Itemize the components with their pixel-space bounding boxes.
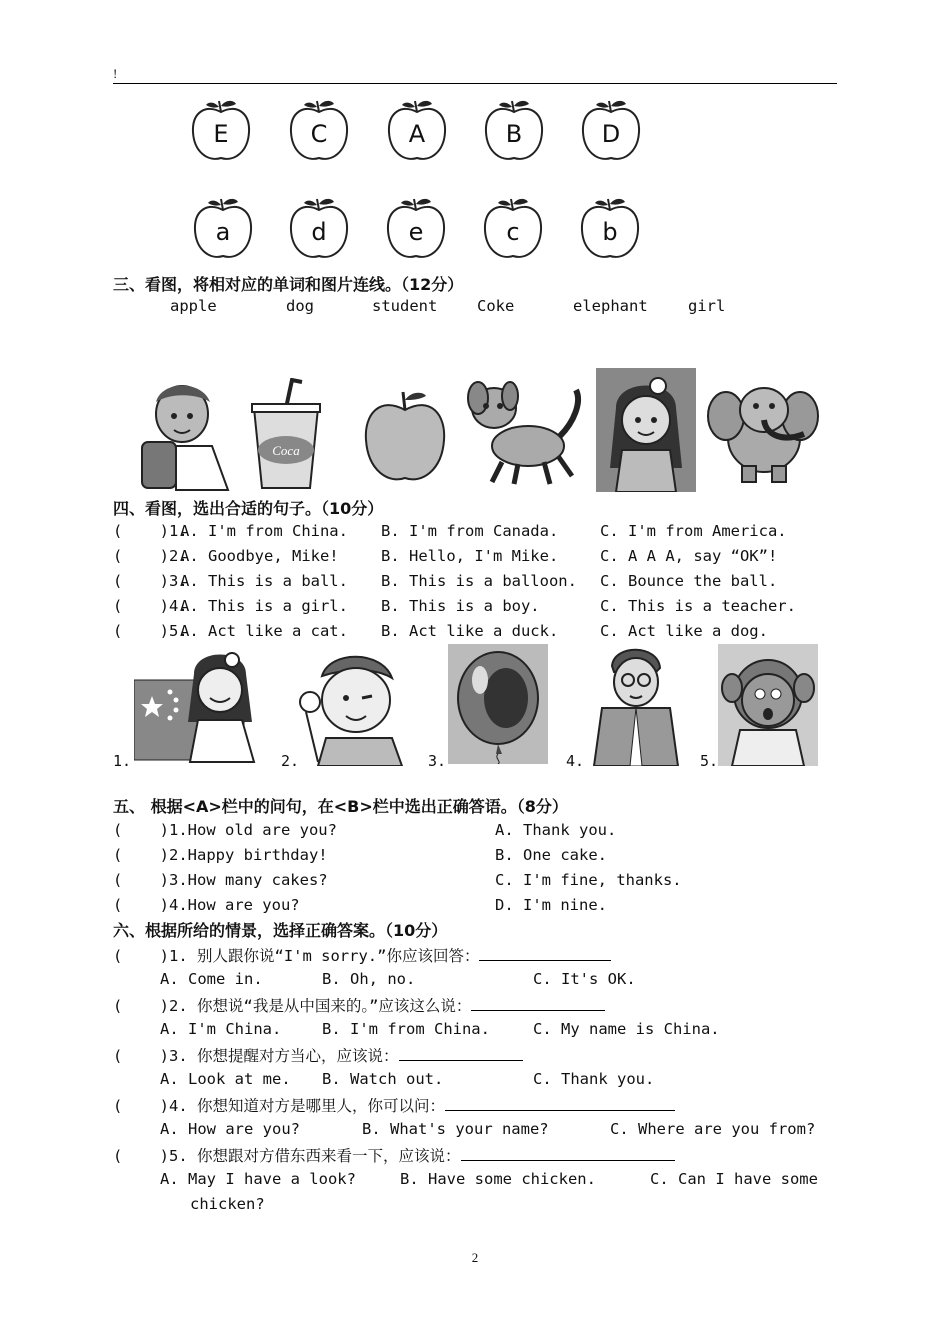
picture-number: 5.	[700, 752, 719, 770]
section5-title: 五、 根据<A>栏中的问句，在<B>栏中选出正确答语。（8分）	[113, 797, 568, 816]
word-item: elephant	[573, 297, 648, 315]
header-rule	[113, 83, 837, 84]
s6-question-2	[113, 994, 605, 1016]
s4-option-c: C. Bounce the ball.	[600, 572, 778, 590]
word-item: apple	[170, 297, 217, 315]
apple-letter	[384, 98, 450, 164]
s6-q4-option-b: B. What's your name?	[362, 1120, 549, 1138]
s4-option-b: B. This is a balloon.	[381, 572, 577, 590]
s4-item-number: ( )1.	[113, 522, 188, 540]
s4-option-a: A. Act like a cat.	[180, 622, 348, 640]
teacher-picture	[584, 642, 686, 766]
apple-letter-text: B	[505, 120, 523, 148]
s6-q5-option-b: B. Have some chicken.	[400, 1170, 596, 1188]
s6-q3-option-c: C. Thank you.	[533, 1070, 655, 1088]
s4-option-b: B. This is a boy.	[381, 597, 540, 615]
apples-uppercase-row	[188, 98, 658, 166]
s5-question: ( )3.How many cakes?	[113, 871, 328, 889]
page-number: 2	[471, 1250, 479, 1265]
s6-question-3	[113, 1044, 523, 1066]
s6-q5-option-a: A. May I have a look?	[160, 1170, 356, 1188]
apple-letter-text: b	[602, 218, 618, 246]
s6-question-4	[113, 1094, 675, 1116]
dog-picture	[466, 372, 588, 492]
apple-letter-text: D	[601, 120, 621, 148]
s5-answer: A. Thank you.	[495, 821, 617, 839]
s6-question-text: ( )3. 你想提醒对方当心，应该说：	[113, 1047, 399, 1065]
s6-q3-option-a: A. Look at me.	[160, 1070, 291, 1088]
s5-question: ( )4.How are you?	[113, 896, 300, 914]
s4-item-number: ( )5.	[113, 622, 188, 640]
answer-blank[interactable]	[399, 1046, 523, 1061]
apple-letter	[481, 98, 547, 164]
apple-letter-text: e	[408, 218, 424, 246]
section6-title: 六、根据所给的情景，选择正确答案。（10分）	[113, 921, 448, 940]
china-flag-girl-picture	[134, 644, 260, 764]
s6-q4-option-c: C. Where are you from?	[610, 1120, 816, 1138]
picture-number: 3.	[428, 752, 447, 770]
s6-q2-option-a: A. I'm China.	[160, 1020, 282, 1038]
s6-question-5	[113, 1144, 675, 1166]
header-mark: !	[113, 66, 118, 81]
s6-q2-option-c: C. My name is China.	[533, 1020, 720, 1038]
word-item: Coke	[477, 297, 515, 315]
s6-q1-option-b: B. Oh, no.	[322, 970, 416, 988]
s4-option-b: B. I'm from Canada.	[381, 522, 559, 540]
s6-q5-option-c: C. Can I have some	[650, 1170, 818, 1188]
apple-letter-text: d	[311, 218, 327, 246]
s4-option-a: A. I'm from China.	[180, 522, 348, 540]
section3-title: 三、看图，将相对应的单词和图片连线。（12分）	[113, 275, 464, 294]
apple-letter-text: c	[506, 218, 520, 246]
apple-letter	[383, 196, 449, 262]
answer-blank[interactable]	[479, 946, 611, 961]
s4-option-c: C. I'm from America.	[600, 522, 787, 540]
s5-question: ( )1.How old are you?	[113, 821, 337, 839]
s6-question-text: ( )4. 你想知道对方是哪里人，你可以问：	[113, 1097, 445, 1115]
s6-question-1	[113, 944, 611, 966]
balloon-picture	[448, 644, 548, 764]
word-item: dog	[286, 297, 314, 315]
s4-option-a: A. This is a girl.	[180, 597, 348, 615]
picture-number: 2.	[281, 752, 300, 770]
apple-letter-text: E	[213, 120, 229, 148]
s5-answer: D. I'm nine.	[495, 896, 607, 914]
s5-question: ( )2.Happy birthday!	[113, 846, 328, 864]
answer-blank[interactable]	[445, 1096, 675, 1111]
apple-letter	[577, 196, 643, 262]
s6-q5-option-c-continued: chicken?	[190, 1195, 265, 1213]
s6-question-text: ( )2. 你想说“我是从中国来的。”应该这么说：	[113, 997, 472, 1015]
apple-letter	[190, 196, 256, 262]
section4-title: 四、看图，选出合适的句子。（10分）	[113, 499, 384, 518]
apple-letter-text: C	[310, 120, 328, 148]
answer-blank[interactable]	[461, 1146, 675, 1161]
student-picture	[132, 372, 232, 492]
s6-q3-option-b: B. Watch out.	[322, 1070, 444, 1088]
s4-item-number: ( )3.	[113, 572, 188, 590]
apple-letter	[286, 98, 352, 164]
word-item: girl	[688, 297, 726, 315]
s6-q4-option-a: A. How are you?	[160, 1120, 300, 1138]
s4-option-a: A. This is a ball.	[180, 572, 348, 590]
girl-picture	[596, 368, 696, 492]
apple-letter-text: A	[408, 120, 426, 148]
picture-number: 4.	[566, 752, 585, 770]
coke-cup-picture	[246, 378, 326, 492]
apple-letter	[578, 98, 644, 164]
s4-option-a: A. Goodbye, Mike!	[180, 547, 339, 565]
s4-option-c: C. A A A, say “OK”!	[600, 547, 778, 565]
s4-item-number: ( )2.	[113, 547, 188, 565]
elephant-picture	[704, 376, 828, 486]
s6-question-text: ( )1. 别人跟你说“I'm sorry.”你应该回答：	[113, 947, 480, 965]
boy-covering-ears-picture	[718, 644, 818, 766]
svg-text:Coca: Coca	[272, 443, 300, 458]
s4-option-c: C. This is a teacher.	[600, 597, 796, 615]
word-item: student	[372, 297, 438, 315]
s5-answer: B. One cake.	[495, 846, 607, 864]
s4-option-b: B. Act like a duck.	[381, 622, 559, 640]
s5-answer: C. I'm fine, thanks.	[495, 871, 682, 889]
apple-letter	[480, 196, 546, 262]
s4-option-b: B. Hello, I'm Mike.	[381, 547, 559, 565]
s4-option-c: C. Act like a dog.	[600, 622, 768, 640]
section3-word-list	[0, 297, 950, 317]
s6-question-text: ( )5. 你想跟对方借东西来看一下，应该说：	[113, 1147, 461, 1165]
apple-letter-text: a	[215, 218, 231, 246]
s6-q1-option-a: A. Come in.	[160, 970, 263, 988]
apples-lowercase-row	[188, 196, 658, 264]
apple-picture	[360, 386, 450, 486]
apple-letter	[286, 196, 352, 262]
picture-number: 1.	[113, 752, 132, 770]
s6-q1-option-c: C. It's OK.	[533, 970, 636, 988]
s4-item-number: ( )4.	[113, 597, 188, 615]
apple-letter	[188, 98, 254, 164]
ok-boy-picture	[296, 650, 408, 766]
s6-q2-option-b: B. I'm from China.	[322, 1020, 490, 1038]
answer-blank[interactable]	[471, 996, 605, 1011]
